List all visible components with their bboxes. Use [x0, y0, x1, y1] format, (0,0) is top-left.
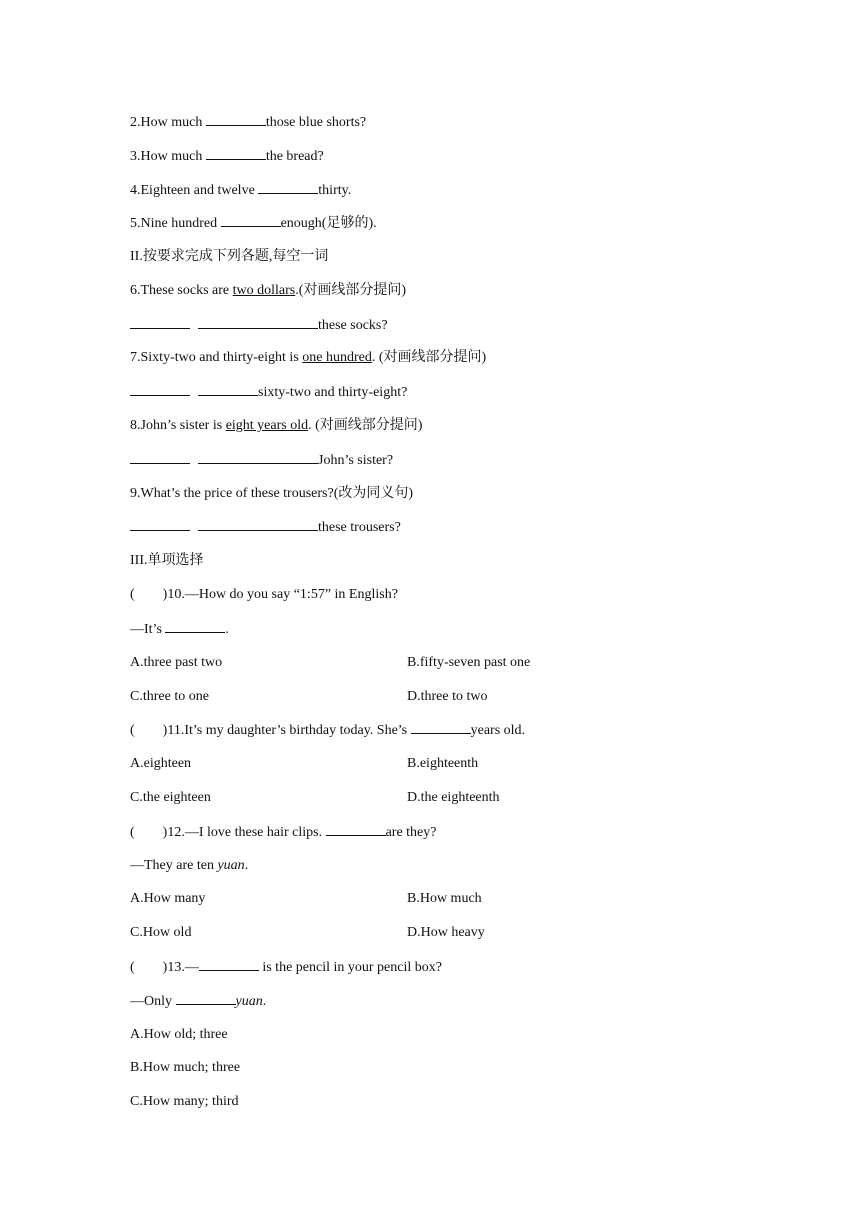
answer-paren[interactable]: (: [130, 960, 135, 975]
answer-line-7: [130, 383, 407, 402]
instruction: . (对画线部分提问): [371, 350, 487, 365]
option-b[interactable]: B.eighteenth: [407, 756, 479, 771]
question-text: )13.—: [162, 960, 199, 975]
answer-tail: John’s sister?: [318, 453, 394, 468]
question-text: are they?: [385, 825, 437, 840]
answer-paren[interactable]: (: [130, 825, 135, 840]
question-text: thirty.: [318, 183, 352, 198]
question-text: is the pencil in your pencil box?: [258, 960, 442, 975]
underlined-phrase: one hundred: [302, 350, 372, 365]
question-text: )11.It’s my daughter’s birthday today. She’s: [162, 723, 411, 738]
question-4: [130, 181, 351, 200]
reply-13: [130, 992, 266, 1011]
reply-italic: yuan: [235, 994, 263, 1009]
reply-text: —They are ten: [130, 858, 218, 873]
question-text: 6.These socks are: [130, 283, 233, 298]
question-text: )10.—How do you say “1:57” in English?: [162, 587, 398, 602]
answer-blank[interactable]: [198, 518, 318, 531]
reply-italic: yuan: [217, 858, 245, 873]
question-10: [130, 586, 398, 604]
option-a[interactable]: A.eighteen: [130, 756, 192, 771]
reply-text: .: [244, 858, 249, 873]
answer-tail: these socks?: [318, 318, 388, 333]
question-13: [130, 958, 442, 977]
section-3-title: III.单项选择: [130, 553, 204, 568]
answer-blank[interactable]: [206, 147, 266, 160]
option-a[interactable]: A.How old; three: [130, 1027, 228, 1042]
answer-blank[interactable]: [198, 316, 318, 329]
instruction: . (对画线部分提问): [308, 418, 423, 433]
answer-blank[interactable]: [199, 958, 259, 971]
option-d[interactable]: D.the eighteenth: [407, 790, 500, 805]
option-d[interactable]: D.three to two: [407, 689, 488, 704]
question-text: years old.: [470, 723, 526, 738]
option-a[interactable]: A.How many: [130, 891, 206, 906]
question-3: [130, 147, 324, 166]
answer-blank[interactable]: [198, 383, 258, 396]
reply-text: —Only: [130, 994, 176, 1009]
answer-line-9: [130, 518, 401, 537]
question-text: 8.John’s sister is: [130, 418, 226, 433]
answer-blank[interactable]: [176, 992, 236, 1005]
answer-blank[interactable]: [411, 721, 471, 734]
reply-text: —It’s: [130, 622, 166, 637]
section-2-title: II.按要求完成下列各题,每空一词: [130, 249, 329, 264]
option-c[interactable]: C.the eighteen: [130, 790, 211, 805]
option-d[interactable]: D.How heavy: [407, 925, 485, 940]
reply-text: .: [262, 994, 267, 1009]
question-9: 9.What’s the price of these trousers?(改为同义句): [130, 486, 414, 501]
underlined-phrase: two dollars: [232, 283, 296, 298]
answer-line-6: [130, 316, 388, 335]
answer-tail: sixty-two and thirty-eight?: [258, 385, 408, 400]
option-c[interactable]: C.three to one: [130, 689, 209, 704]
option-c[interactable]: C.How old: [130, 925, 192, 940]
question-6: [130, 282, 406, 300]
instruction: .(对画线部分提问): [295, 283, 407, 298]
option-b[interactable]: B.How much; three: [130, 1060, 241, 1075]
answer-blank[interactable]: [130, 518, 190, 531]
question-8: [130, 417, 422, 435]
question-7: [130, 349, 486, 367]
answer-paren[interactable]: (: [130, 723, 135, 738]
answer-tail: these trousers?: [318, 520, 401, 535]
answer-blank[interactable]: [198, 451, 318, 464]
reply-10: [130, 620, 229, 639]
question-text: )12.—I love these hair clips.: [162, 825, 326, 840]
answer-blank[interactable]: [165, 620, 225, 633]
option-c[interactable]: C.How many; third: [130, 1094, 239, 1109]
option-a[interactable]: A.three past two: [130, 655, 223, 670]
question-2: [130, 113, 366, 132]
question-text: enough(足够的).: [280, 216, 377, 231]
option-b[interactable]: B.How much: [407, 891, 482, 906]
answer-blank[interactable]: [130, 383, 190, 396]
question-11: [130, 721, 525, 740]
question-text: 3.How much: [130, 149, 206, 164]
answer-blank[interactable]: [130, 316, 190, 329]
answer-blank[interactable]: [258, 181, 318, 194]
answer-blank[interactable]: [206, 113, 266, 126]
question-text: 5.Nine hundred: [130, 216, 221, 231]
question-5: [130, 214, 377, 233]
question-text: 4.Eighteen and twelve: [130, 183, 259, 198]
answer-blank[interactable]: [326, 823, 386, 836]
question-text: the bread?: [265, 149, 324, 164]
question-text: 7.Sixty-two and thirty-eight is: [130, 350, 303, 365]
reply-12: [130, 857, 248, 875]
answer-blank[interactable]: [221, 214, 281, 227]
reply-text: .: [225, 622, 229, 637]
option-b[interactable]: B.fifty-seven past one: [407, 655, 531, 670]
answer-line-8: [130, 451, 393, 470]
question-text: those blue shorts?: [265, 115, 367, 130]
question-12: [130, 823, 437, 842]
underlined-phrase: eight years old: [225, 418, 309, 433]
question-text: 2.How much: [130, 115, 206, 130]
answer-paren[interactable]: (: [130, 587, 135, 602]
answer-blank[interactable]: [130, 451, 190, 464]
